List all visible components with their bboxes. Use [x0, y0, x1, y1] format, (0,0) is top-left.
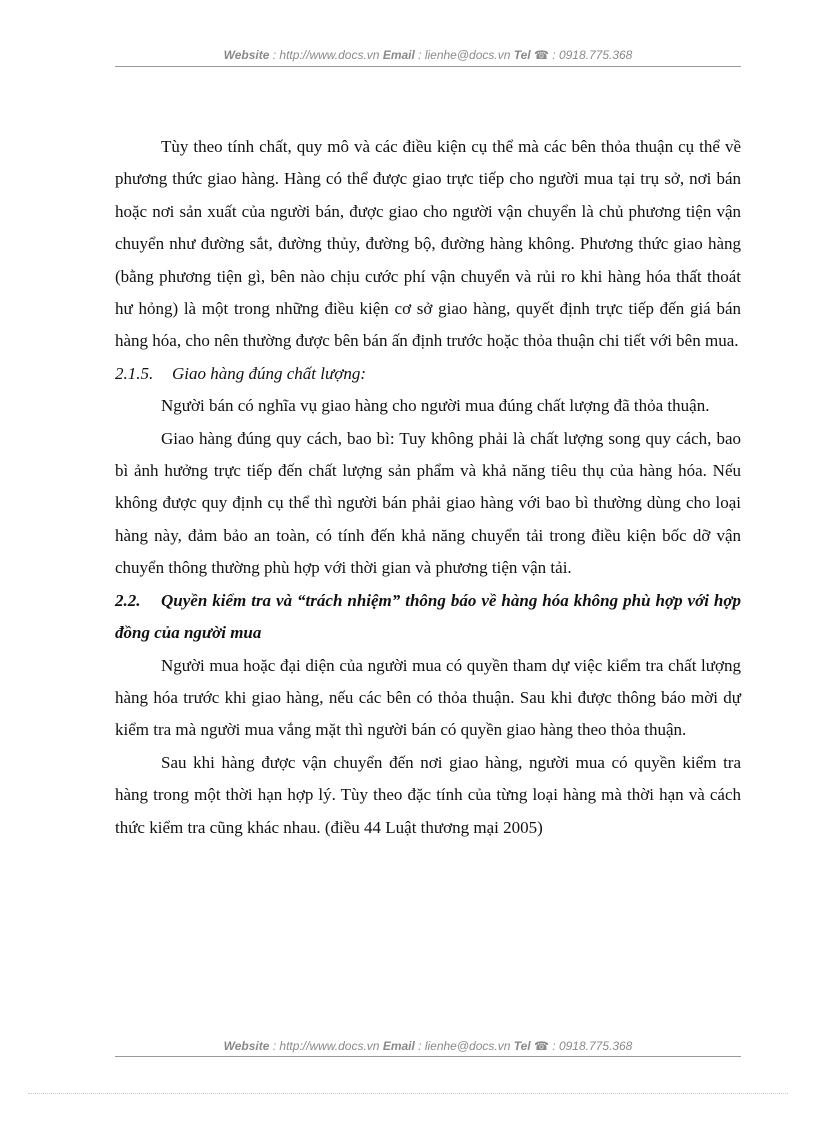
footer-website-label: Website [223, 1039, 270, 1053]
header-tel-value: : 0918.775.368 [548, 48, 633, 62]
header-email-value[interactable]: : lienhe@docs.vn [414, 48, 514, 62]
footer-email-label: Email [382, 1039, 415, 1053]
phone-icon: ☎ [533, 1039, 549, 1053]
paragraph-inspection-period: Sau khi hàng được vận chuyển đến nơi giao hàng, người mua có quyền kiểm tra hàng trong một thời hạn hợp lý. Tùy theo đặc tính của từng loại hàng mà thời hạn và cách thức kiểm tra cũng khác nhau. (điều 44 Luật thương mại 2005) [115, 752, 741, 837]
footer-tel-value: : 0918.775.368 [548, 1039, 633, 1053]
phone-icon: ☎ [533, 48, 549, 62]
section-heading-2-1-5 [115, 358, 741, 390]
page-footer [115, 1039, 741, 1053]
section-title: Quyền kiểm tra và “trách nhiệm” thông báo về hàng hóa không phù hợp với hợp đồng của người mua [115, 590, 741, 643]
document-body [115, 131, 741, 844]
footer-tel-label: Tel [513, 1039, 531, 1053]
section-number: 2.1.5. [115, 363, 154, 383]
header-website-label: Website [223, 48, 270, 62]
footer-website-url[interactable]: : http://www.docs.vn [269, 1039, 383, 1053]
header-email-label: Email [382, 48, 415, 62]
header-tel-label: Tel [513, 48, 531, 62]
paragraph-delivery-method: Tùy theo tính chất, quy mô và các điều kiện cụ thể mà các bên thỏa thuận cụ thể về phương thức giao hàng. Hàng có thể được giao trực tiếp cho người mua tại trụ sở, nơi bán hoặc nơi sản xuất của người bán, được giao cho người vận chuyển là chủ phương tiện vận chuyển như đường sắt, đường thủy, đường bộ, đường hàng không. Phương thức giao hàng (bằng phương tiện gì, bên nào chịu cước phí vận chuyển và rủi ro khi hàng hóa thất thoát hư hỏng) là một trong những điều kiện cơ sở giao hàng, quyết định trực tiếp đến giá bán hàng hóa, cho nên thường được bên bán ấn định trước hoặc thỏa thuận chi tiết với bên mua. [115, 137, 741, 351]
section-heading-2-2 [115, 585, 741, 650]
paragraph-packaging: Giao hàng đúng quy cách, bao bì: Tuy không phải là chất lượng song quy cách, bao bì ảnh hưởng trực tiếp đến chất lượng sản phẩm và khả năng tiêu thụ của hàng hóa. Nếu không được quy định cụ thể thì người bán phải giao hàng với bao bì thường dùng cho loại hàng này, đảm bảo an toàn, có tính đến khả năng chuyển tải trong điều kiện bốc dỡ vận chuyển thông thường phù hợp với thời gian và phương tiện vận tải. [115, 428, 741, 578]
footer-email-value[interactable]: : lienhe@docs.vn [414, 1039, 514, 1053]
page-bottom-dotted-line [28, 1093, 788, 1094]
page-header [115, 48, 741, 62]
section-title: Giao hàng đúng chất lượng: [172, 363, 366, 383]
footer-divider [115, 1056, 741, 1057]
section-number: 2.2. [115, 590, 141, 610]
header-website-url[interactable]: : http://www.docs.vn [269, 48, 383, 62]
header-divider [115, 66, 741, 67]
paragraph-quality-obligation: Người bán có nghĩa vụ giao hàng cho người mua đúng chất lượng đã thỏa thuận. [161, 396, 710, 416]
paragraph-inspection-right: Người mua hoặc đại diện của người mua có quyền tham dự việc kiểm tra chất lượng hàng hóa trước khi giao hàng, nếu các bên có thỏa thuận. Sau khi được thông báo mời dự kiểm tra mà người mua vắng mặt thì người bán có quyền giao hàng theo thỏa thuận. [115, 655, 741, 740]
